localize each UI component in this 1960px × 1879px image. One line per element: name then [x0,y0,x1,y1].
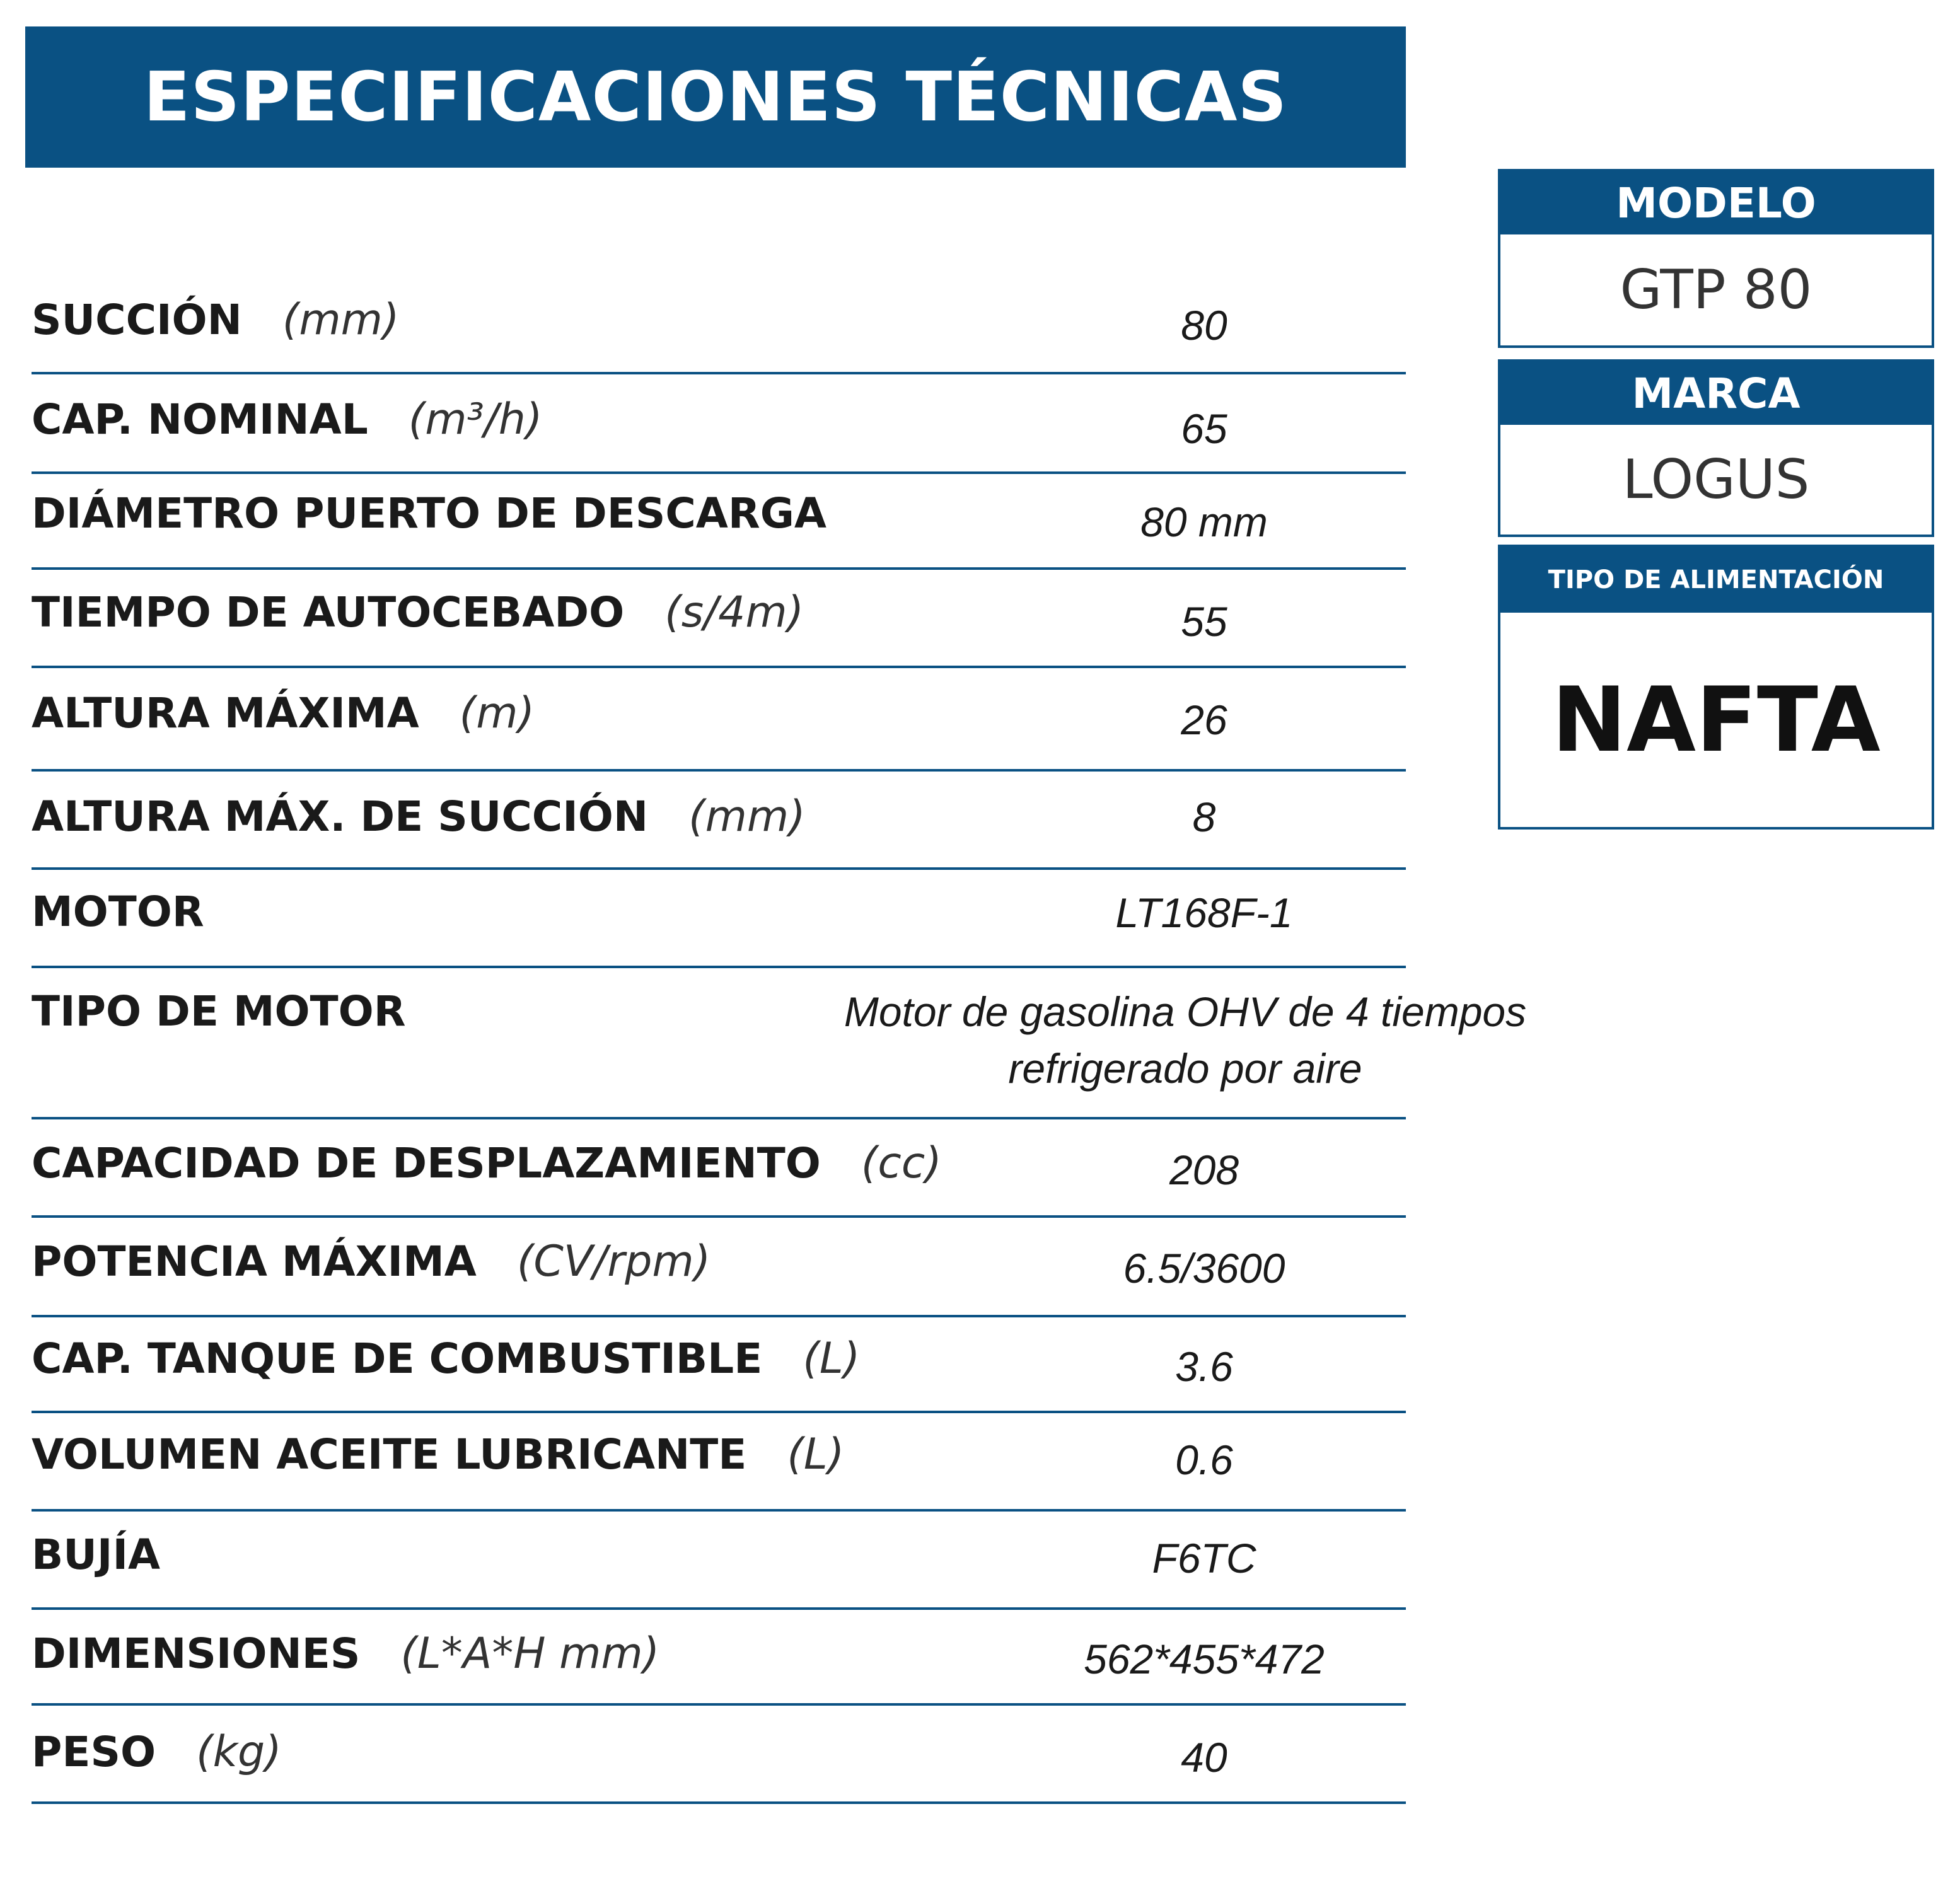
spec-label: DIMENSIONES [32,1629,361,1678]
spec-value: 3.6 [1175,1343,1233,1390]
spec-value-line: refrigerado por aire [1008,1045,1362,1092]
marca-label: MARCA [1500,362,1932,425]
spec-row-cap-nominal [32,374,1406,474]
title-banner [25,26,1406,168]
spec-value-line: Motor de gasolina OHV de 4 tiempos [844,988,1527,1035]
spec-label: CAP. NOMINAL [32,395,368,444]
alimentacion-value: NAFTA [1551,668,1881,772]
spec-value: 208 [1169,1147,1239,1193]
spec-label: PESO [32,1728,156,1776]
spec-unit: (m) [459,688,535,738]
spec-value: 40 [1181,1734,1227,1781]
spec-label: VOLUMEN ACEITE LUBRICANTE [32,1430,747,1479]
alimentacion-label: TIPO DE ALIMENTACIÓN [1500,547,1932,613]
spec-unit: (m³/h) [408,395,543,444]
spec-value: 26 [1181,697,1227,743]
spec-value: 0.6 [1175,1437,1233,1483]
page-title: ESPECIFICACIONES TÉCNICAS [143,57,1288,137]
marca-value: LOGUS [1622,448,1810,511]
spec-label: SUCCIÓN [32,296,242,344]
spec-unit: (CV/rpm) [516,1237,711,1286]
spec-label: ALTURA MÁX. DE SUCCIÓN [32,792,649,841]
spec-row-aceite [32,1413,1406,1512]
spec-unit: (L) [803,1334,861,1384]
spec-row-diametro [32,474,1406,570]
spec-value: LT168F-1 [1115,889,1293,936]
modelo-label: MODELO [1500,171,1932,234]
spec-value: 80 mm [1140,499,1268,545]
spec-row-potencia [32,1218,1406,1317]
spec-label: POTENCIA MÁXIMA [32,1237,477,1286]
spec-value: 65 [1181,405,1227,452]
spec-row-motor [32,870,1406,968]
spec-row-tanque [32,1317,1406,1413]
spec-row-dimensiones [32,1610,1406,1706]
spec-label: BUJÍA [32,1530,161,1579]
spec-unit: (s/4m) [664,587,804,637]
spec-row-tipo-motor [32,968,1527,1119]
spec-value: 562*455*472 [1084,1636,1325,1682]
spec-value: 8 [1192,794,1216,840]
spec-row-desplazamiento [32,1119,1406,1218]
spec-row-autocebado [32,570,1406,668]
spec-row-altura-maxima [32,668,1406,772]
modelo-box [1498,169,1934,348]
spec-value: 6.5/3600 [1123,1245,1285,1292]
spec-label: MOTOR [32,887,204,936]
alimentacion-box [1498,545,1934,830]
spec-row-peso [32,1706,1406,1804]
spec-unit: (L) [787,1430,845,1479]
spec-value: 80 [1181,302,1227,349]
spec-label: CAP. TANQUE DE COMBUSTIBLE [32,1334,763,1383]
modelo-value: GTP 80 [1620,258,1812,321]
spec-row-altura-succion [32,772,1406,870]
marca-box [1498,359,1934,537]
spec-label: TIPO DE MOTOR [32,987,406,1036]
spec-unit: (L*A*H mm) [400,1629,660,1679]
spec-label: TIEMPO DE AUTOCEBADO [32,588,625,637]
spec-unit: (mm) [282,295,400,345]
spec-label: ALTURA MÁXIMA [32,689,419,737]
spec-row-succion [32,277,1406,374]
spec-label: CAPACIDAD DE DESPLAZAMIENTO [32,1139,821,1188]
spec-value: 55 [1181,598,1227,645]
spec-row-bujia [32,1512,1406,1610]
spec-unit: (mm) [688,792,806,841]
spec-unit: (kg) [196,1727,282,1777]
spec-value: F6TC [1152,1535,1256,1581]
spec-unit: (cc) [861,1138,942,1188]
spec-label: DIÁMETRO PUERTO DE DESCARGA [32,489,826,538]
